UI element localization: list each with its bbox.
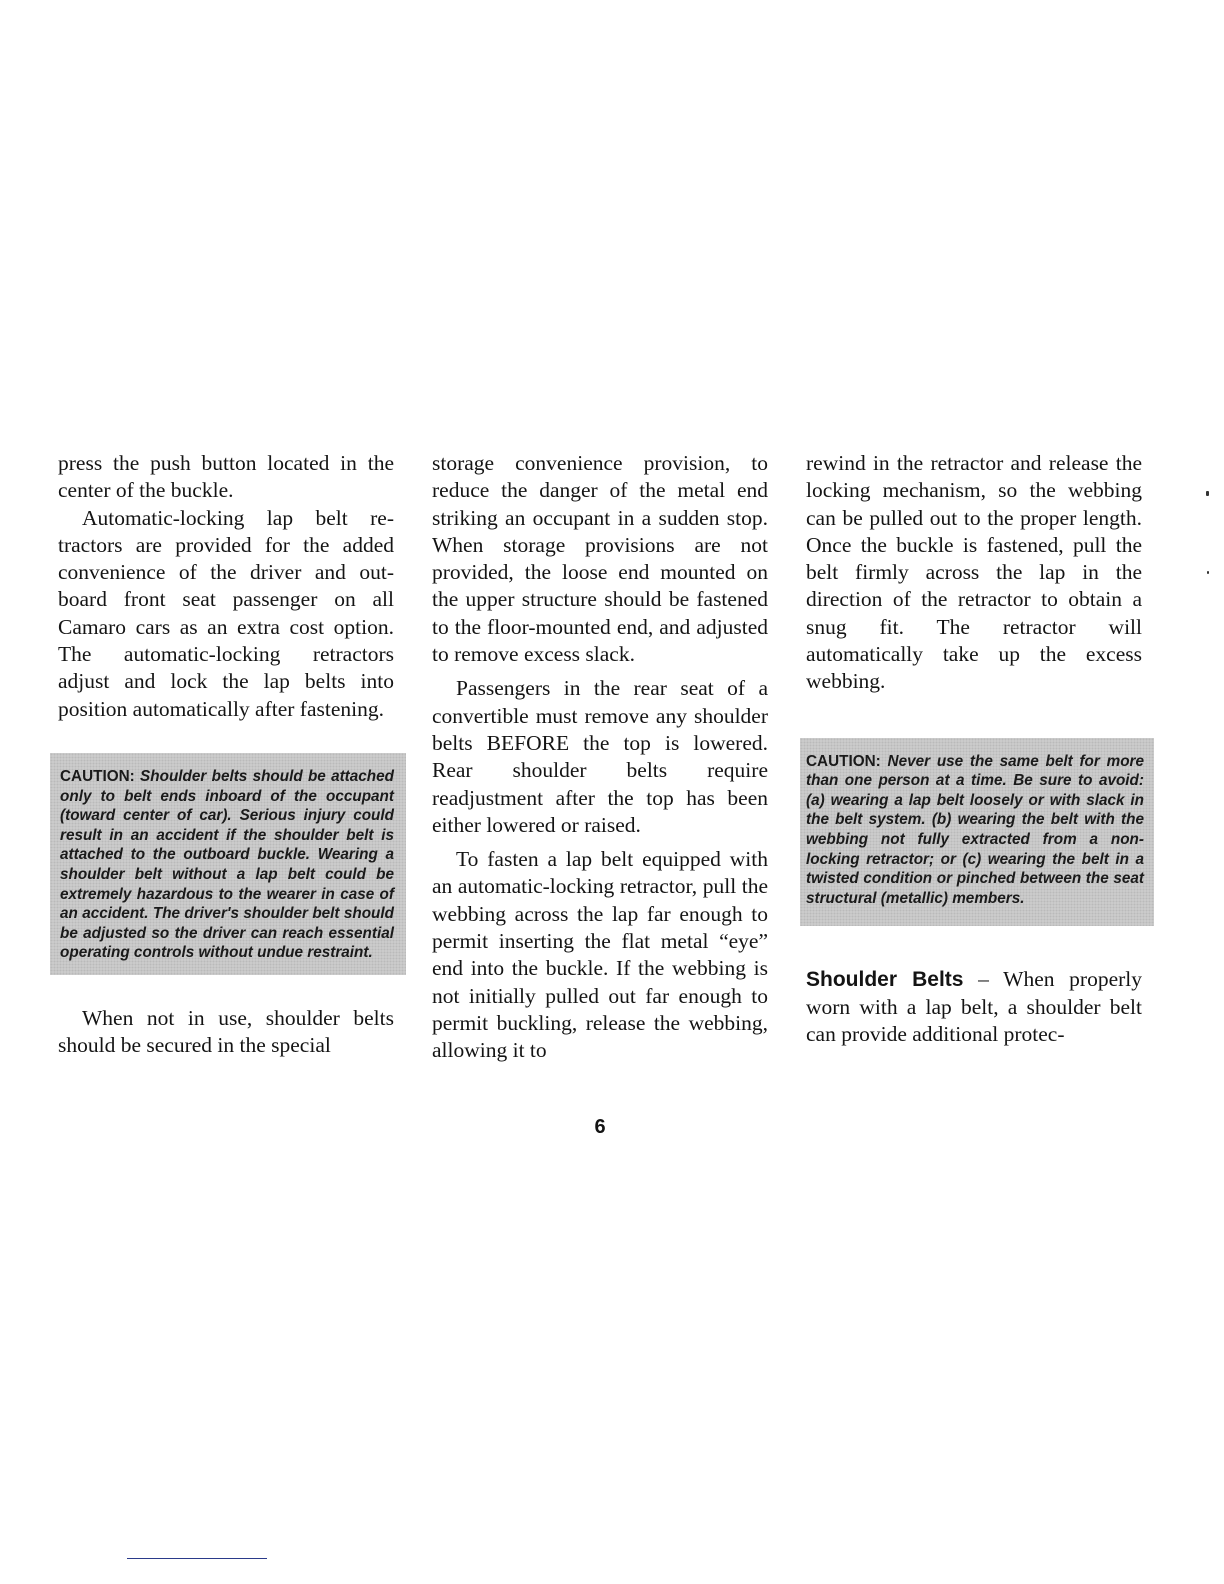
paragraph-automatic-locking-retractors: Automatic-locking lap belt retractors are provided for the added convenience of the driver and outboard front seat passenger on all Camaro cars as an extra cost option. The automatic-locking retractors adjust and lock the lap belts into position automatically after fastening. — [58, 505, 394, 721]
caution-label: CAUTION: — [806, 752, 881, 770]
paragraph-shoulder-belts — [806, 966, 1142, 1048]
section-heading-shoulder-belts: Shoulder Belts — [806, 968, 964, 992]
page-number: 6 — [594, 1116, 606, 1138]
caution-label: CAUTION: — [60, 767, 135, 785]
footnote-rule — [127, 1558, 267, 1559]
scan-speck — [1207, 571, 1209, 574]
caution-box-belt-use — [800, 738, 1154, 927]
heading-separator: – — [963, 967, 1004, 992]
caution-text: Never use the same belt for more than one person at a time. Be sure to avoid: (a) wearing a lap belt loosely or with slack in the belt system. (b) wearing the belt with the webbing not fully extracted from a non-locking retractor; or (c) wearing the belt in a twisted condition or pinched between the seat structural (metallic) members. — [806, 752, 1145, 907]
shoulder-belts-text: When properly worn with a lap belt, a shoulder belt can provide additional protec- — [806, 967, 1142, 1047]
scan-speck — [1206, 491, 1209, 496]
column-left — [58, 450, 394, 1060]
paragraph-convertible-rear-seat: Passengers in the rear seat of a convertible must remove any shoulder belts BEFORE the top is lowered. Rear shoulder belts require readjustment after the top has been either lowered or raised. — [432, 676, 768, 837]
paragraph-retractor-rewind: rewind in the retractor and release the locking mechanism, so the webbing can be pulled out to the proper length. Once the buckle is fastened, pull the belt firmly across the lap in the direction of the retractor to obtain a snug fit. The retractor will automatically take up the excess webbing. — [806, 451, 1142, 694]
caution-box-shoulder-belts — [50, 753, 406, 975]
paragraph-storage-provision: storage convenience provision, to reduce the danger of the metal end striking an occupant in a sudden stop. When storage provisions are not provided, the loose end mounted on the upper structure should be fastened to the floor-mounted end, and adjusted to remove excess slack. — [432, 451, 768, 667]
column-right — [806, 450, 1145, 1048]
caution-text: Shoulder belts should be attached only to belt ends inboard of the occupant (toward center of car). Serious injury could result in an accident if the shoulder belt is attached to the outboard buckle. Wearing a shoulder belt without a lap belt could be extremely hazardous to the wearer in case of an accident. The driver's shoulder belt should be adjusted so the driver can reach essential operating controls without undue restraint. — [60, 767, 394, 962]
paragraph-buckle-release: press the push button located in the center of the buckle. — [58, 451, 394, 503]
paragraph-fasten-lap-belt: To fasten a lap belt equipped with an automatic-locking retractor, pull the webbing across the lap far enough to permit inserting the flat metal “eye” end into the buckle. If the webbing is not initially pulled out far enough to permit buckling, release the webbing, allowing it to — [432, 847, 768, 1063]
column-middle — [432, 450, 768, 1065]
paragraph-shoulder-belt-storage: When not in use, shoulder belts should be secured in the special — [58, 1005, 394, 1058]
